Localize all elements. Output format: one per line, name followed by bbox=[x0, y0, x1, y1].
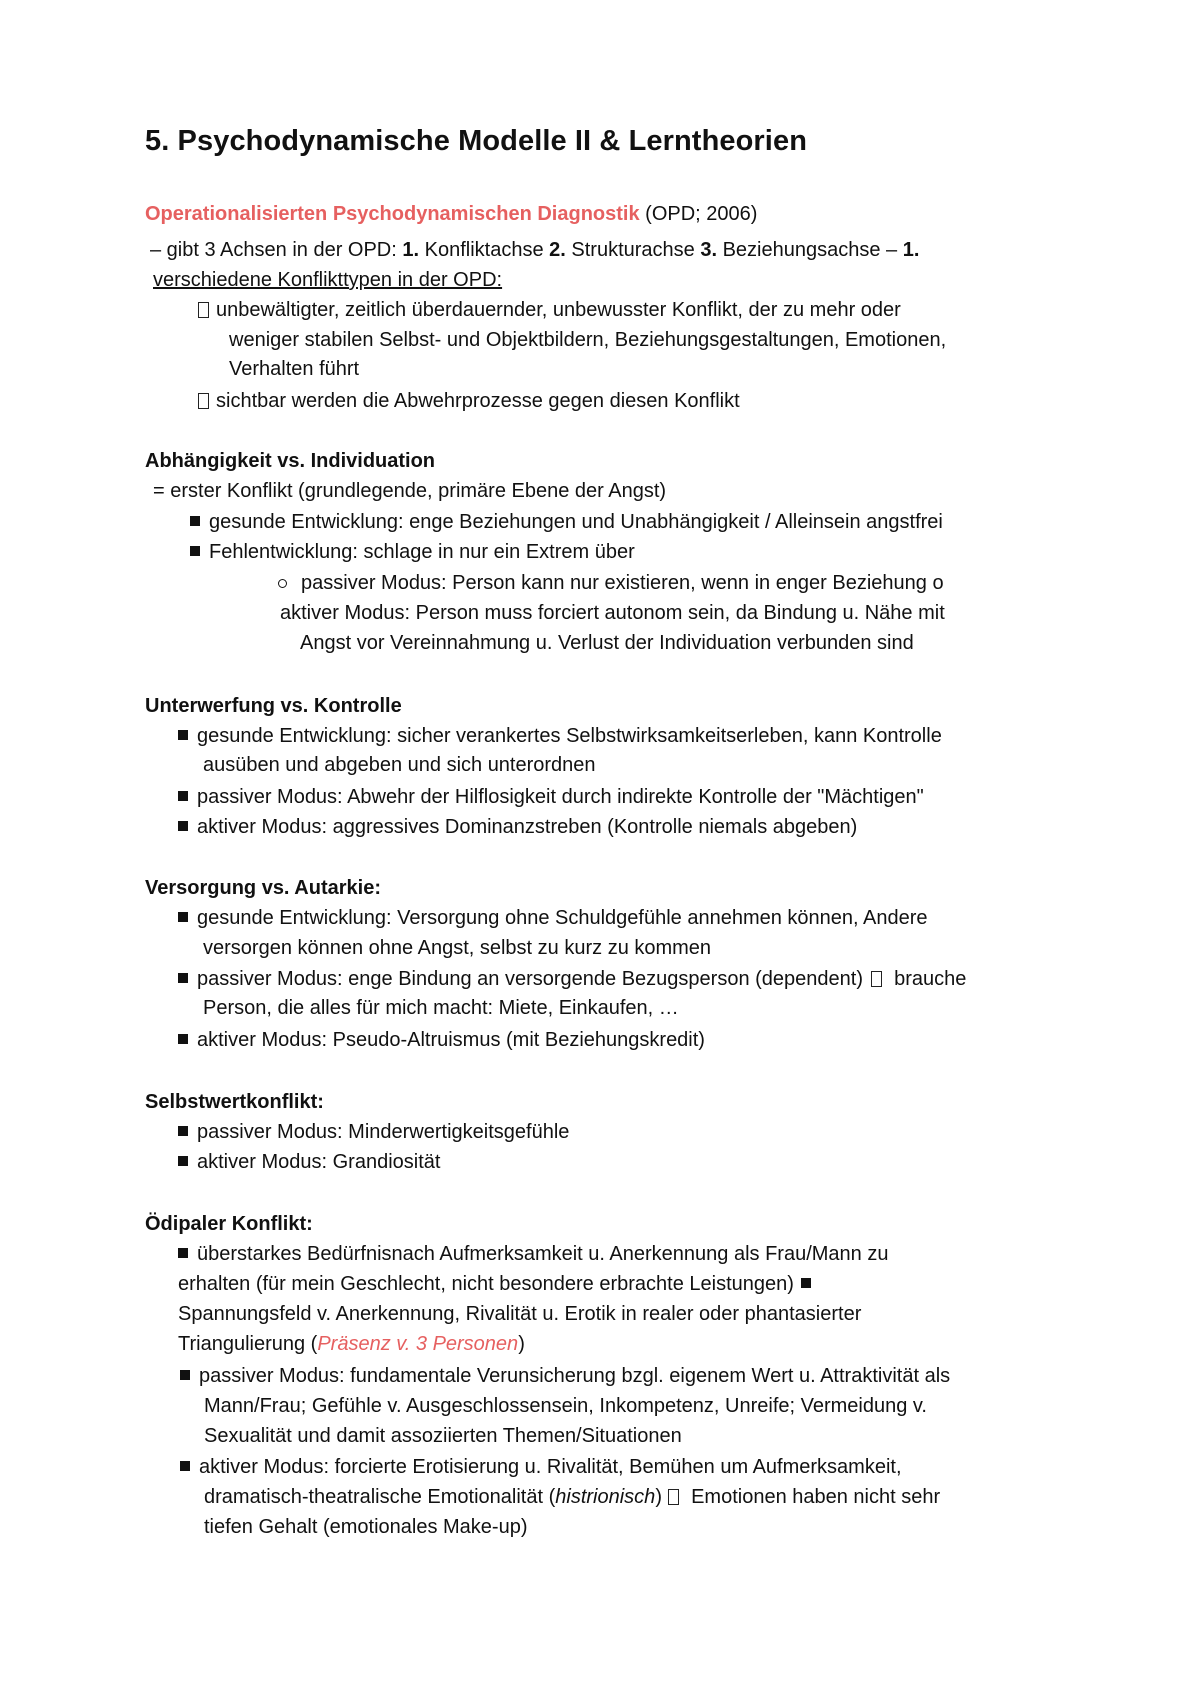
bullet-text: passiver Modus: Abwehr der Hilflosigkeit durch indirekte Kontrolle der "Mächtigen" bbox=[197, 786, 924, 808]
section-heading-oedipal: Ödipaler Konflikt: bbox=[145, 1213, 313, 1235]
section-heading-versorgung: Versorgung vs. Autarkie: bbox=[145, 877, 381, 899]
bullet-text: dramatisch-theatralische Emotionalität ( bbox=[204, 1486, 556, 1508]
bullet-continuation bbox=[178, 1334, 525, 1354]
section-heading-abhaengigkeit: Abhängigkeit vs. Individuation bbox=[145, 450, 436, 472]
section-heading-unterwerfung: Unterwerfung vs. Kontrolle bbox=[145, 695, 402, 717]
opd-heading-colored: Operationalisierten Psychodynamischen Diagnostik bbox=[145, 203, 640, 225]
bullet-continuation bbox=[204, 1487, 940, 1507]
opd-conflict-types-heading: verschiedene Konflikttypen in der OPD: bbox=[153, 269, 503, 291]
opd-axes-line bbox=[150, 240, 919, 260]
bullet-text: ) bbox=[518, 1333, 525, 1355]
square-bullet-icon bbox=[178, 912, 188, 922]
bullet-continuation: Person, die alles für mich macht: Miete, Einkaufen, … bbox=[203, 997, 679, 1019]
bullet-item bbox=[178, 1030, 705, 1050]
axis-struktur: Strukturachse bbox=[565, 239, 701, 261]
axis-number: 1. bbox=[902, 239, 920, 261]
bullet-text: ) bbox=[655, 1486, 668, 1508]
square-bullet-icon bbox=[801, 1278, 811, 1288]
sub-bullet-item bbox=[278, 573, 944, 593]
bullet-item bbox=[178, 969, 966, 989]
square-bullet-icon bbox=[178, 1156, 188, 1166]
bullet-continuation: Sexualität und damit assoziierten Themen/Situationen bbox=[204, 1425, 682, 1447]
bullet-text: überstarkes Bedürfnisnach Aufmerksamkeit u. Anerkennung als Frau/Mann zu bbox=[197, 1243, 889, 1265]
bullet-text: gesunde Entwicklung: sicher verankertes Selbstwirksamkeitserleben, kann Kontrolle bbox=[197, 725, 942, 747]
bullet-item bbox=[190, 542, 635, 562]
arrow-item-continuation: Verhalten führt bbox=[229, 358, 360, 380]
bullet-text: brauche bbox=[888, 968, 967, 990]
bullet-continuation: versorgen können ohne Angst, selbst zu kurz zu kommen bbox=[203, 937, 712, 959]
bullet-text: passiver Modus: enge Bindung an versorgende Bezugsperson (dependent) bbox=[197, 968, 869, 990]
abhaengigkeit-definition: = erster Konflikt (grundlegende, primäre Ebene der Angst) bbox=[153, 480, 667, 502]
bullet-text: aktiver Modus: aggressives Dominanzstreben (Kontrolle niemals abgeben) bbox=[197, 816, 858, 838]
axis-number: 1. bbox=[402, 239, 420, 261]
section-heading-selbstwert: Selbstwertkonflikt: bbox=[145, 1091, 324, 1113]
bullet-item bbox=[178, 1152, 440, 1172]
arrow-icon bbox=[198, 302, 209, 318]
sub-bullet-continuation: Angst vor Vereinnahmung u. Verlust der Individuation verbunden sind bbox=[300, 632, 914, 654]
axis-beziehung: Beziehungsachse – bbox=[717, 239, 903, 261]
bullet-continuation: Spannungsfeld v. Anerkennung, Rivalität u. Erotik in realer oder phantasierter bbox=[178, 1303, 862, 1325]
arrow-item-text: sichtbar werden die Abwehrprozesse gegen diesen Konflikt bbox=[216, 390, 740, 412]
highlighted-text: Präsenz v. 3 Personen bbox=[317, 1333, 519, 1355]
bullet-text: aktiver Modus: Grandiosität bbox=[197, 1151, 441, 1173]
arrow-item-continuation: weniger stabilen Selbst- und Objektbildern, Beziehungsgestaltungen, Emotionen, bbox=[229, 329, 947, 351]
square-bullet-icon bbox=[178, 1248, 188, 1258]
arrow-icon bbox=[198, 393, 209, 409]
bullet-item bbox=[178, 787, 924, 807]
bullet-item bbox=[180, 1366, 950, 1386]
bullet-item bbox=[178, 726, 942, 746]
bullet-continuation: ausüben und abgeben und sich unterordnen bbox=[203, 754, 596, 776]
square-bullet-icon bbox=[178, 821, 188, 831]
square-bullet-icon bbox=[180, 1370, 190, 1380]
sub-bullet-text: passiver Modus: Person kann nur existieren, wenn in enger Beziehung o bbox=[301, 572, 944, 594]
arrow-icon bbox=[668, 1489, 679, 1505]
bullet-continuation: Mann/Frau; Gefühle v. Ausgeschlossensein, Inkompetenz, Unreife; Vermeidung v. bbox=[204, 1395, 927, 1417]
bullet-text: Emotionen haben nicht sehr bbox=[685, 1486, 941, 1508]
bullet-text: gesunde Entwicklung: Versorgung ohne Schuldgefühle annehmen können, Andere bbox=[197, 907, 928, 929]
square-bullet-icon bbox=[190, 516, 200, 526]
bullet-item bbox=[180, 1457, 902, 1477]
bullet-text: gesunde Entwicklung: enge Beziehungen und Unabhängigkeit / Alleinsein angstfrei bbox=[209, 511, 943, 533]
bullet-text: Fehlentwicklung: schlage in nur ein Extrem über bbox=[209, 541, 635, 563]
opd-heading-suffix: (OPD; 2006) bbox=[645, 203, 758, 225]
square-bullet-icon bbox=[178, 730, 188, 740]
arrow-item bbox=[198, 391, 740, 411]
bullet-text: Triangulierung ( bbox=[178, 1333, 318, 1355]
bullet-text: aktiver Modus: forcierte Erotisierung u. Rivalität, Bemühen um Aufmerksamkeit, bbox=[199, 1456, 902, 1478]
opd-axes-text: – gibt 3 Achsen in der OPD: bbox=[150, 239, 403, 261]
page-title: 5. Psychodynamische Modelle II & Lerntheorien bbox=[145, 125, 808, 157]
arrow-item bbox=[198, 300, 901, 320]
bullet-text: passiver Modus: Minderwertigkeitsgefühle bbox=[197, 1121, 570, 1143]
bullet-item bbox=[178, 908, 928, 928]
bullet-item bbox=[190, 512, 943, 532]
bullet-item bbox=[178, 817, 857, 837]
axis-number: 3. bbox=[700, 239, 718, 261]
sub-bullet-text: aktiver Modus: Person muss forciert autonom sein, da Bindung u. Nähe mit bbox=[280, 602, 945, 624]
axis-konflikt: Konfliktachse bbox=[419, 239, 550, 261]
arrow-icon bbox=[871, 971, 882, 987]
bullet-continuation bbox=[178, 1274, 820, 1294]
circle-bullet-icon bbox=[278, 579, 287, 588]
bullet-item bbox=[178, 1244, 888, 1264]
square-bullet-icon bbox=[178, 973, 188, 983]
square-bullet-icon bbox=[178, 1034, 188, 1044]
square-bullet-icon bbox=[178, 1126, 188, 1136]
bullet-item bbox=[178, 1122, 569, 1142]
italic-text: histrionisch bbox=[555, 1486, 656, 1508]
square-bullet-icon bbox=[178, 791, 188, 801]
opd-heading bbox=[145, 204, 757, 224]
arrow-item-text: unbewältigter, zeitlich überdauernder, unbewusster Konflikt, der zu mehr oder bbox=[216, 299, 901, 321]
square-bullet-icon bbox=[180, 1461, 190, 1471]
bullet-text: aktiver Modus: Pseudo-Altruismus (mit Beziehungskredit) bbox=[197, 1029, 705, 1051]
bullet-text: passiver Modus: fundamentale Verunsicherung bzgl. eigenem Wert u. Attraktivität als bbox=[199, 1365, 951, 1387]
square-bullet-icon bbox=[190, 546, 200, 556]
bullet-text: erhalten (für mein Geschlecht, nicht besondere erbrachte Leistungen) bbox=[178, 1273, 800, 1295]
bullet-continuation: tiefen Gehalt (emotionales Make-up) bbox=[204, 1516, 528, 1538]
axis-number: 2. bbox=[549, 239, 566, 261]
